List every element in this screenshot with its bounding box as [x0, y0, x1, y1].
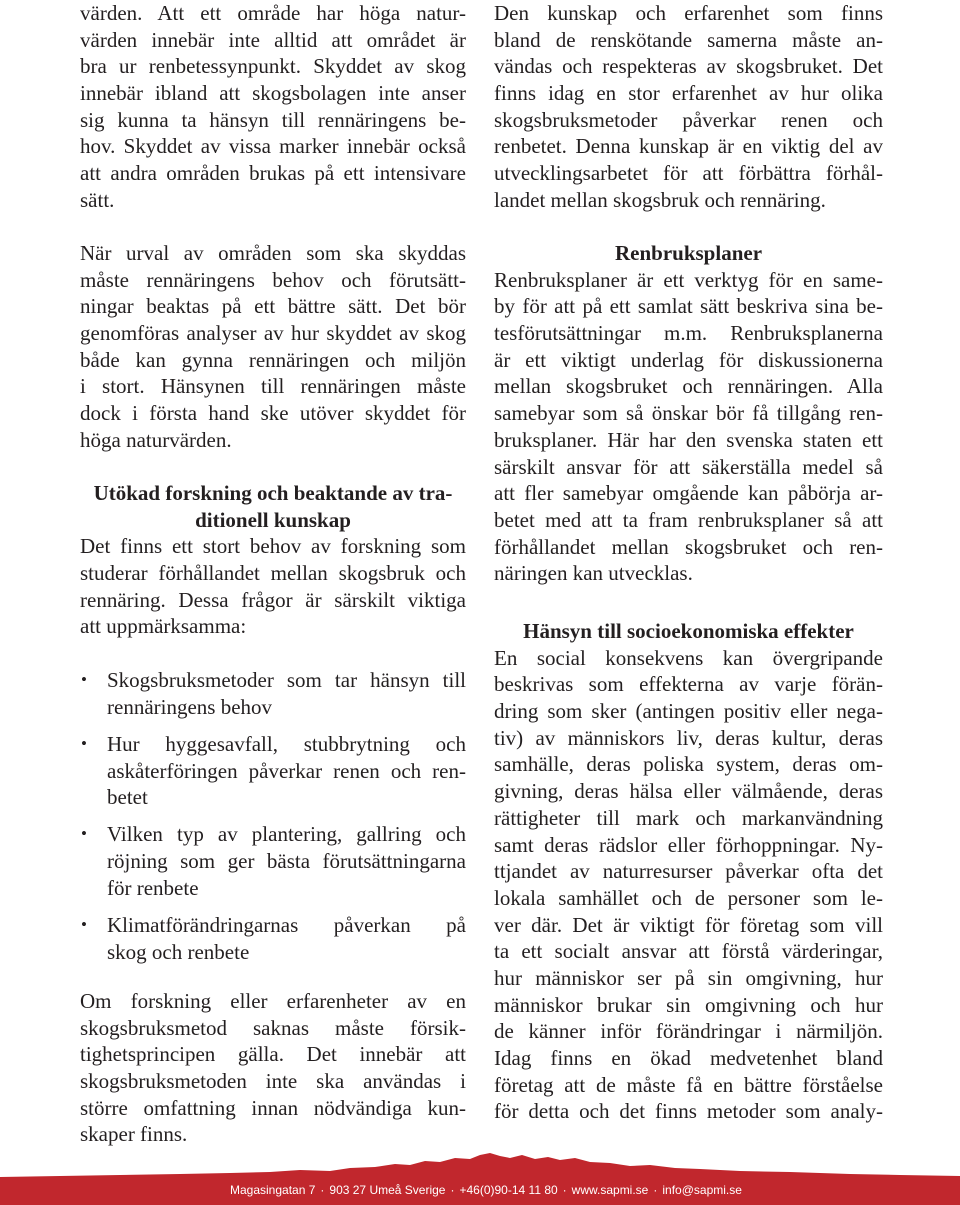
text-line: skaper finns.	[80, 1122, 188, 1147]
text-line: att andra områden brukas på ett intensivare	[80, 161, 466, 186]
text-line: bra ur renbetessynpunkt. Skyddet av skog	[80, 54, 466, 79]
text-line: renbetet. Denna kunskap är en viktig del av	[494, 134, 883, 159]
text-line: förhållandet mellan skogsbruket och ren-	[494, 534, 883, 559]
text-line: vändas och respekteras av skogsbruket. Det	[494, 54, 883, 79]
text-line: ttjandet av naturresurser påverkar ofta det	[494, 859, 883, 884]
text-line: människor brukar sin omgivning och hur	[494, 992, 883, 1017]
section-heading-socioeconomic	[494, 618, 883, 645]
text-line: Vilken typ av plantering, gallring och	[107, 822, 466, 847]
bullet-marker: •	[81, 670, 87, 689]
paragraph-socioeconomic	[494, 645, 883, 1125]
text-line: betet	[107, 785, 148, 810]
text-line: tighetsprincipen gälla. Det innebär att	[80, 1042, 466, 1067]
footer-separator: ·	[320, 1183, 325, 1197]
paragraph-intro-continued	[80, 0, 466, 214]
text-line: näringen kan utvecklas.	[494, 561, 693, 586]
footer-website: www.sapmi.se	[571, 1183, 649, 1197]
text-line: samebyar som så önskar bör få tillgång ren-	[494, 401, 883, 426]
text-line: Den kunskap och erfarenhet som finns	[494, 1, 883, 25]
text-line: Klimatförändringarnas påverkan på	[107, 913, 466, 937]
text-line: dring som sker (antingen positiv eller nega-	[494, 699, 883, 724]
paragraph-research	[80, 533, 466, 640]
text-line: de känner inför förändringar i närmiljön.	[494, 1019, 883, 1044]
heading-line: Utökad forskning och beaktande av tra-	[93, 481, 453, 505]
bullet-item	[80, 912, 466, 965]
text-line: finns idag en stor erfarenhet av hur olika	[494, 81, 883, 106]
text-line: hur människor ser på sin omgivning, hur	[494, 965, 883, 990]
text-line: givning, deras hälsa eller välmående, deras	[494, 779, 883, 804]
text-line: samt deras rädslor eller förhoppningar. Ny-	[494, 832, 883, 857]
heading-line: Renbruksplaner	[614, 241, 763, 265]
footer-contact	[230, 1181, 742, 1199]
text-line: bruksplaner. Här har den svenska staten ett	[494, 427, 883, 452]
text-line: företag att de måste få en bättre förståelse	[494, 1072, 883, 1097]
bullet-marker: •	[81, 915, 87, 934]
text-line: mellan skogsbruket och rennäringen. Alla	[494, 374, 883, 399]
footer-phone: +46(0)90-14 11 80	[459, 1183, 558, 1197]
text-line: bland de renskötande samerna måste an-	[494, 27, 883, 52]
text-line: Hur hyggesavfall, stubbrytning och	[107, 731, 466, 756]
section-heading-research	[80, 480, 466, 533]
text-line: att uppmärksamma:	[80, 614, 247, 639]
text-line: rennäringens behov	[107, 694, 273, 719]
text-line: för detta och det finns metoder som analy-	[494, 1099, 883, 1124]
heading-line: ditionell kunskap	[195, 507, 351, 532]
text-line: höga naturvärden.	[80, 427, 232, 452]
text-line: askåterföringen påverkar renen och ren-	[107, 758, 466, 783]
text-line: genomföras analyser av hur skyddet av skog	[80, 321, 466, 346]
left-column	[80, 0, 466, 1160]
text-line: När urval av områden som ska skyddas	[80, 241, 466, 265]
text-line: landet mellan skogsbruk och rennäring.	[494, 187, 826, 212]
text-line: måste rennäringens behov och förutsätt-	[80, 267, 466, 292]
text-line: studerar förhållandet mellan skogsbruk och	[80, 561, 466, 586]
text-line: hov. Skyddet av vissa marker innebär också	[80, 134, 466, 159]
right-column	[494, 0, 883, 1160]
paragraph-precaution	[80, 988, 466, 1148]
bullet-marker: •	[81, 733, 87, 753]
footer-email: info@sapmi.se	[662, 1183, 742, 1197]
text-line: Skogsbruksmetoder som tar hänsyn till	[107, 668, 466, 692]
text-line: Renbruksplaner är ett verktyg för en same-	[494, 267, 883, 292]
text-line: röjning som ger bästa förutsättningarna	[107, 849, 466, 874]
text-line: att fler samebyar omgående kan påbörja ar-	[494, 481, 883, 506]
text-line: ningar beaktas på ett bättre sätt. Det bör	[80, 294, 466, 319]
bullet-item	[80, 821, 466, 901]
text-line: En social konsekvens kan övergripande	[494, 645, 883, 670]
text-line: särskilt ansvar för att säkerställa medel så	[494, 454, 883, 479]
text-line: utvecklingsarbetet för att förbättra förhål-	[494, 161, 883, 186]
text-line: ta ett socialt ansvar att förstå värderingar,	[494, 939, 883, 964]
bullet-marker: •	[81, 824, 87, 844]
text-line: betet med att ta fram renbruksplaner så att	[494, 507, 883, 532]
text-line: rennäring. Dessa frågor är särskilt viktiga	[80, 587, 466, 612]
text-line: i stort. Hänsynen till rennäringen måste	[80, 374, 466, 399]
paragraph-protection	[80, 240, 466, 454]
text-line: värden. Att ett område har höga natur-	[80, 1, 466, 25]
text-line: lokala samhället och de personer som le-	[494, 885, 883, 910]
text-line: Det finns ett stort behov av forskning som	[80, 534, 466, 559]
text-line: by för att på ett samlat sätt beskriva sina be-	[494, 294, 883, 319]
paragraph-renbruksplaner	[494, 267, 883, 587]
text-line: skogsbruksmetoden inte ska användas i	[80, 1069, 466, 1094]
text-line: är ett viktigt underlag för diskussionerna	[494, 347, 883, 372]
text-line: tesförutsättningar m.m. Renbruksplanerna	[494, 321, 883, 346]
footer-address: Magasingatan 7	[230, 1183, 316, 1197]
bullet-item	[80, 731, 466, 811]
paragraph-traditional-knowledge	[494, 0, 883, 214]
text-line: ver där. Det är viktigt för företag som vill	[494, 912, 883, 937]
text-line: både kan gynna rennäringen och miljön	[80, 347, 466, 372]
text-line: skogsbruksmetoder påverkar renen och	[494, 107, 883, 132]
text-line: rättigheter till mark och markanvändning	[494, 805, 883, 830]
text-line: samhälle, deras poliska system, deras om-	[494, 752, 883, 777]
bullet-item	[80, 667, 466, 720]
text-line: Idag finns en ökad medvetenhet bland	[494, 1046, 883, 1070]
text-line: för renbete	[107, 875, 199, 900]
text-line: dock i första hand ske utöver skyddet för	[80, 401, 466, 426]
text-line: sig kunna ta hänsyn till rennäringens be-	[80, 107, 466, 132]
text-line: innebär ibland att skogsbolagen inte anser	[80, 81, 466, 106]
text-line: större omfattning innan nödvändiga kun-	[80, 1095, 466, 1120]
footer-separator: ·	[562, 1183, 567, 1197]
text-line: beskrivas som effekterna av varje förän-	[494, 672, 883, 697]
text-line: skog och renbete	[107, 939, 250, 964]
text-line: skogsbruksmetod saknas måste försik-	[80, 1015, 466, 1040]
text-line: Om forskning eller erfarenheter av en	[80, 989, 466, 1013]
footer-separator: ·	[450, 1183, 455, 1197]
text-line: värden innebär inte alltid att området är	[80, 27, 466, 52]
heading-line: Hänsyn till socioekonomiska effekter	[523, 619, 854, 643]
bullet-list	[80, 667, 466, 976]
section-heading-renbruksplaner	[494, 240, 883, 267]
text-line: sätt.	[80, 187, 115, 212]
footer-postal: 903 27 Umeå Sverige	[329, 1183, 446, 1197]
footer-separator: ·	[653, 1183, 658, 1197]
text-line: tiv) av människors liv, deras kultur, deras	[494, 725, 883, 750]
